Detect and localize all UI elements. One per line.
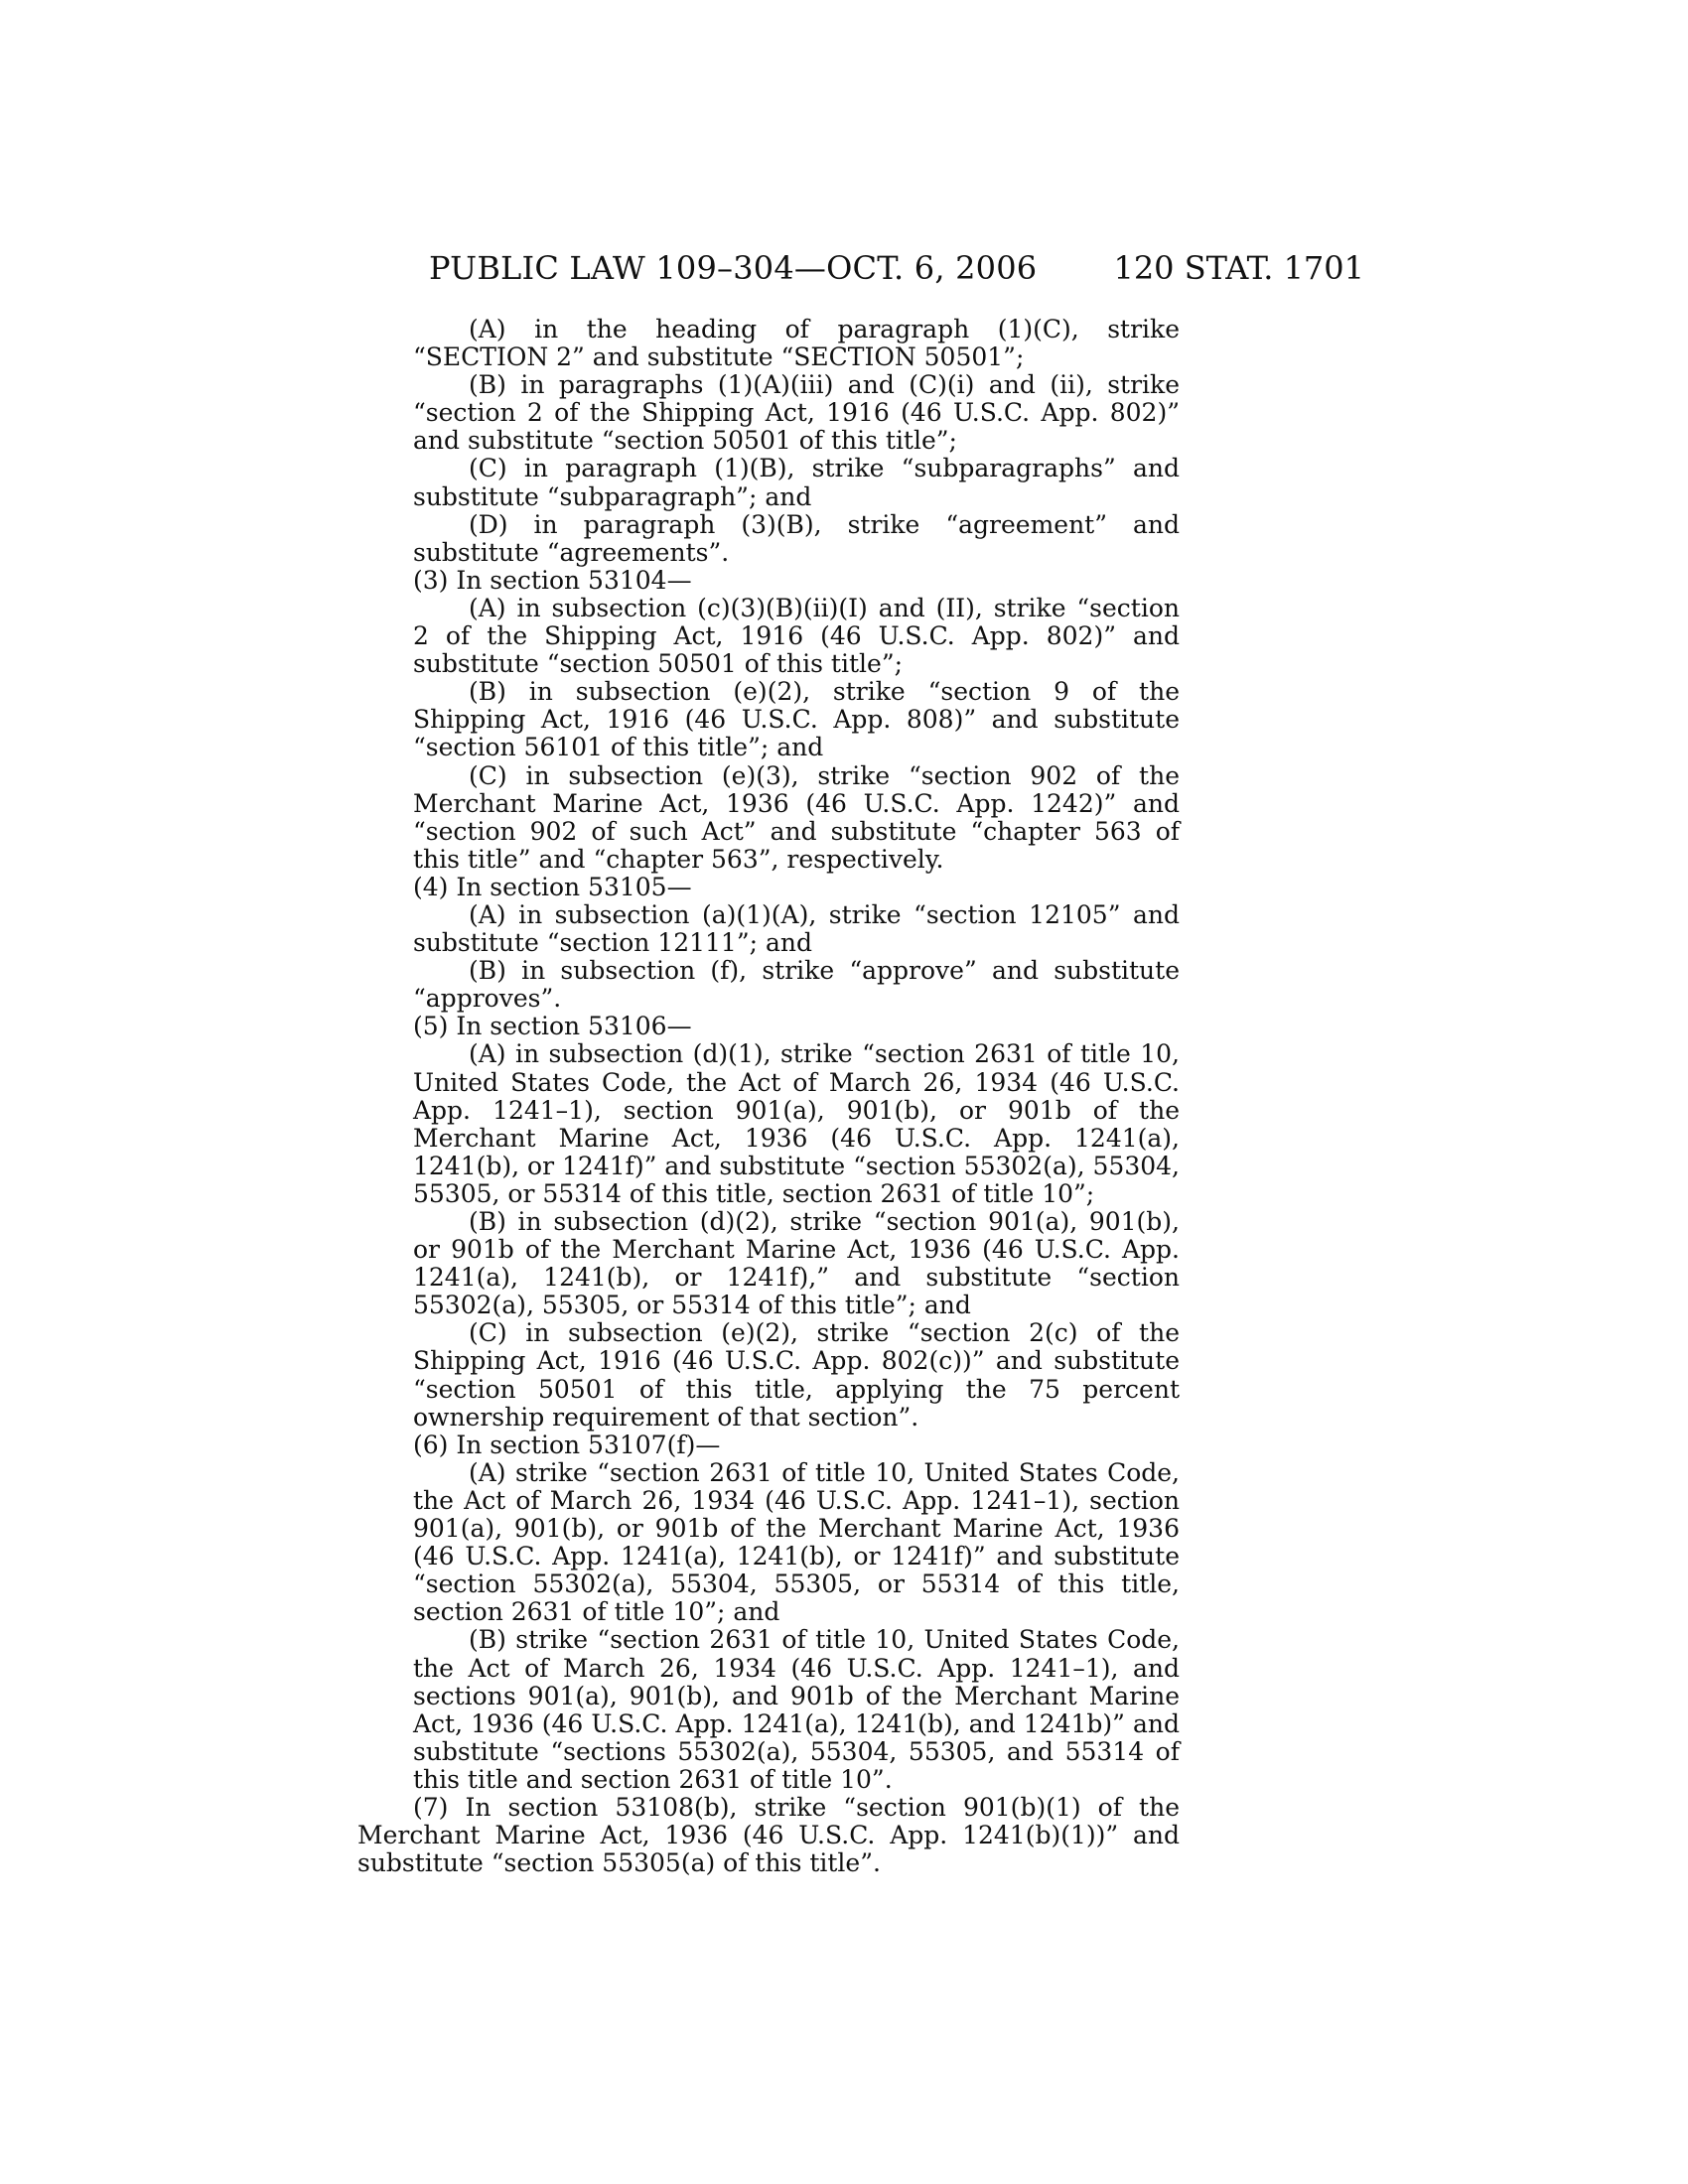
subparagraph-2A: (A) in the heading of paragraph (1)(C), strike “SECTION 2” and substitute “SECTION 50501”; (413, 315, 1180, 372)
running-header (415, 246, 1364, 290)
subparagraph-4B: (B) in subsection (f), strike “approve” and substitute “approves”. (413, 956, 1180, 1014)
subparagraph-3A: (A) in subsection (c)(3)(B)(ii)(I) and (II), strike “section 2 of the Shipping Act, 1916 (46 U.S.C. App. 802)” and substitute “section 50501 of this title”; (413, 593, 1180, 679)
paragraph-4: (4) In section 53105— (413, 872, 692, 901)
subparagraph-5A: (A) in subsection (d)(1), strike “section 2631 of title 10, United States Code, the Act of March 26, 1934 (46 U.S.C. App. 1241–1), section 901(a), 901(b), or 901b of the Merchant Marine Act, 1936 (46 U.S.C. App. 1241(a), 1241(b), or 1241f)” and substitute “section 55302(a), 55304, 55305, or 55314 of this title, section 2631 of title 10”; (413, 1039, 1180, 1208)
subparagraph-6B: (B) strike “section 2631 of title 10, United States Code, the Act of March 26, 1934 (46 U.S.C. App. 1241–1), and sections 901(a), 901(b), and 901b of the Merchant Marine Act, 1936 (46 U.S.C. App. 1241(a), 1241(b), and 1241b)” and substitute “sections 55302(a), 55304, 55305, and 55314 of this title and section 2631 of title 10”. (413, 1625, 1180, 1794)
paragraph-5: (5) In section 53106— (413, 1012, 692, 1041)
paragraph-3: (3) In section 53104— (413, 565, 692, 595)
paragraph-6: (6) In section 53107(f)— (413, 1430, 721, 1459)
subparagraph-3B: (B) in subsection (e)(2), strike “section 9 of the Shipping Act, 1916 (46 U.S.C. App. 808)” and substitute “section 56101 of this title”; and (413, 677, 1180, 762)
header-page-number: 120 STAT. 1701 (1113, 249, 1364, 287)
subparagraph-5C: (C) in subsection (e)(2), strike “section 2(c) of the Shipping Act, 1916 (46 U.S.C. App. 802(c))” and substitute “section 50501 of this title, applying the 75 percent ownership requirement of that section”. (413, 1318, 1180, 1432)
document-body (357, 316, 1180, 1877)
subparagraph-2B: (B) in paragraphs (1)(A)(iii) and (C)(i) and (ii), strike “section 2 of the Shipping Act, 1916 (46 U.S.C. App. 802)” and substitute “section 50501 of this title”; (413, 370, 1180, 456)
subparagraph-6A: (A) strike “section 2631 of title 10, United States Code, the Act of March 26, 1934 (46 U.S.C. App. 1241–1), section 901(a), 901(b), or 901b of the Merchant Marine Act, 1936 (46 U.S.C. App. 1241(a), 1241(b), or 1241f)” and substitute “section 55302(a), 55304, 55305, or 55314 of this title, section 2631 of title 10”; and (413, 1457, 1180, 1627)
subparagraph-5B: (B) in subsection (d)(2), strike “section 901(a), 901(b), or 901b of the Merchant Marine Act, 1936 (46 U.S.C. App. 1241(a), 1241(b), or 1241f),” and substitute “section 55302(a), 55305, or 55314 of this title”; and (413, 1207, 1180, 1320)
subparagraph-4A: (A) in subsection (a)(1)(A), strike “section 12105” and substitute “section 12111”; and (413, 899, 1180, 958)
subparagraph-2C: (C) in paragraph (1)(B), strike “subparagraphs” and substitute “subparagraph”; and (413, 454, 1180, 511)
subparagraph-3C: (C) in subsection (e)(3), strike “section 902 of the Merchant Marine Act, 1936 (46 U.S.C. App. 1242)” and “section 902 of such Act” and substitute “chapter 563 of this title” and “chapter 563”, respectively. (413, 760, 1180, 874)
header-law-citation: PUBLIC LAW 109–304—OCT. 6, 2006 (429, 249, 1038, 287)
paragraph-7: (7) In section 53108(b), strike “section 901(b)(1) of the Merchant Marine Act, 1936 (46 U.S.C. App. 1241(b)(1))” and substitute “section 55305(a) of this title”. (357, 1792, 1180, 1878)
subparagraph-2D: (D) in paragraph (3)(B), strike “agreement” and substitute “agreements”. (413, 509, 1180, 567)
